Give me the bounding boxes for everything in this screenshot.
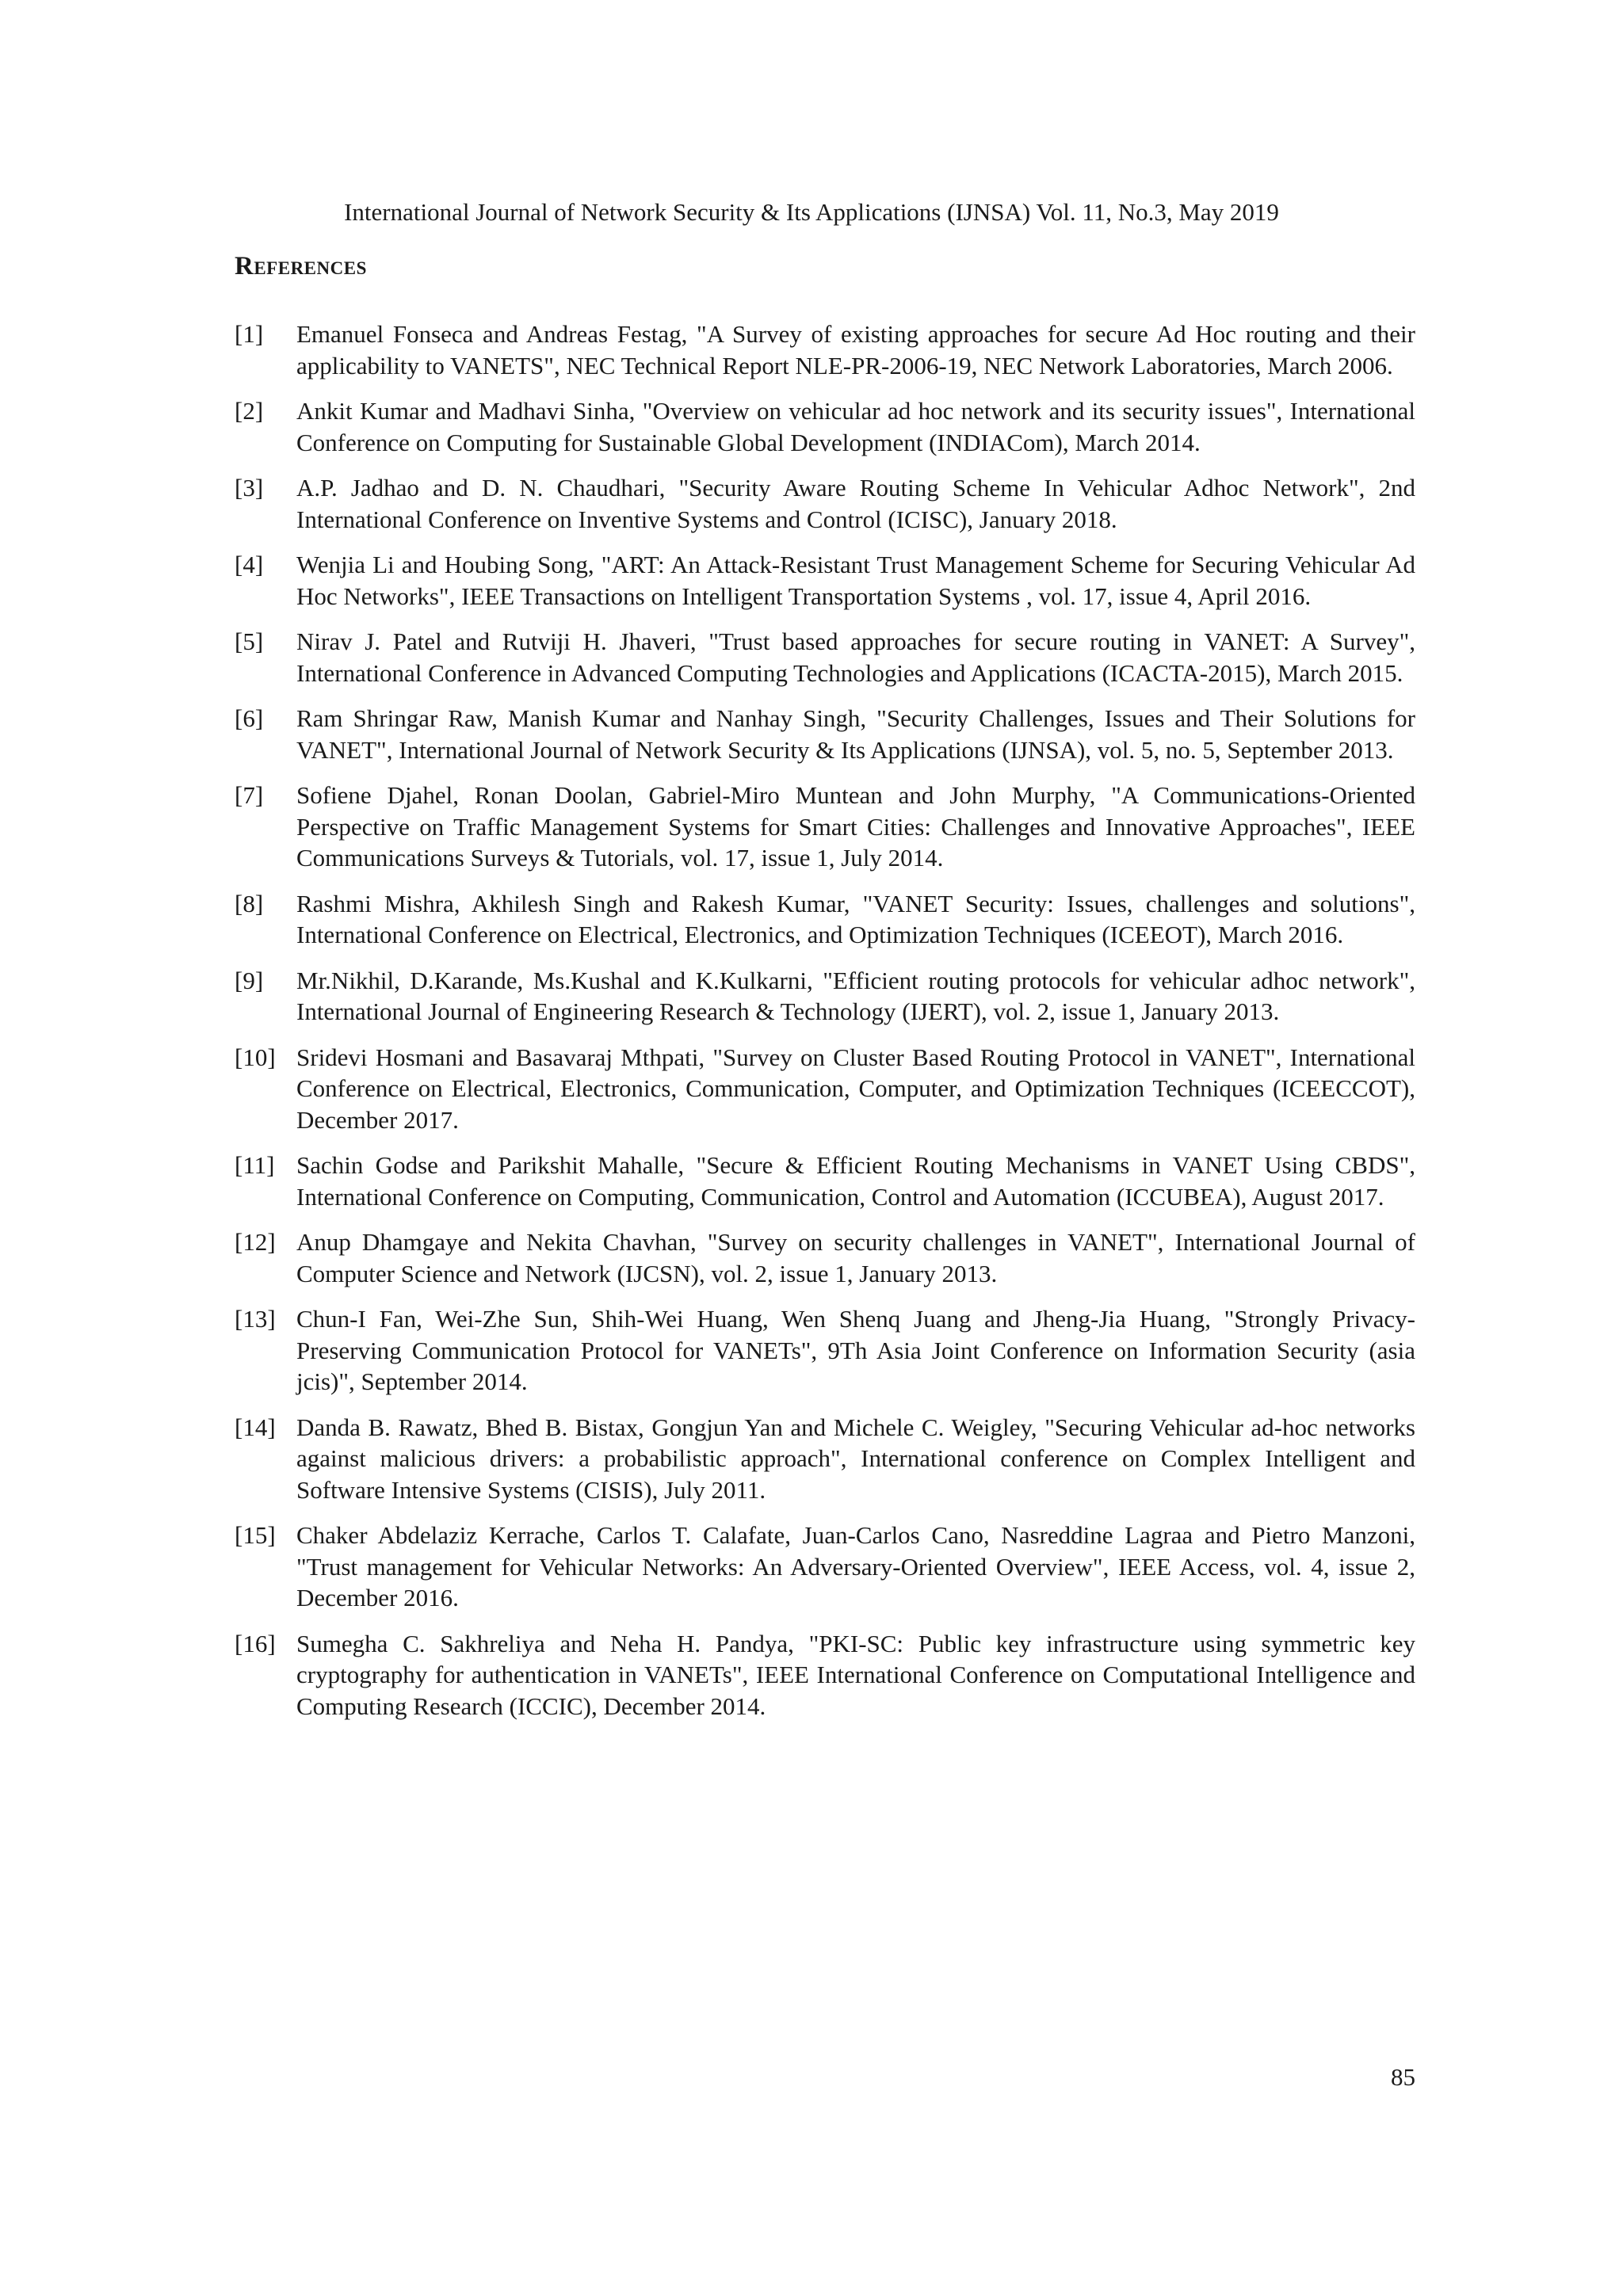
- reference-text: Chaker Abdelaziz Kerrache, Carlos T. Calafate, Juan-Carlos Cano, Nasreddine Lagraa and Pietro Manzoni, "Trust management for Vehicular Networks: An Adversary-Oriented Overview", IEEE Access, vol. 4, issue 2, December 2016.: [296, 1521, 1415, 1611]
- reference-text: Ankit Kumar and Madhavi Sinha, "Overview on vehicular ad hoc network and its security issues", International Conference on Computing for Sustainable Global Development (INDIACom), March 2014.: [296, 397, 1415, 456]
- reference-item-13: [235, 1303, 1415, 1398]
- reference-item-11: [235, 1150, 1415, 1212]
- running-header: International Journal of Network Security & Its Applications (IJNSA) Vol. 11, No.3, May 2019: [344, 198, 1279, 226]
- reference-text: Danda B. Rawatz, Bhed B. Bistax, Gongjun Yan and Michele C. Weigley, "Securing Vehicular ad-hoc networks against malicious drivers: a probabilistic approach", International conference on Complex Intelligent and Software Intensive Systems (CISIS), July 2011.: [296, 1413, 1415, 1504]
- reference-item-15: [235, 1520, 1415, 1614]
- reference-text: Sumegha C. Sakhreliya and Neha H. Pandya, "PKI-SC: Public key infrastructure using symmetric key cryptography for authentication in VANETs", IEEE International Conference on Computational Intelligence and Computing Research (ICCIC), December 2014.: [296, 1629, 1415, 1720]
- reference-text: Anup Dhamgaye and Nekita Chavhan, "Survey on security challenges in VANET", International Journal of Computer Science and Network (IJCSN), vol. 2, issue 1, January 2013.: [296, 1228, 1415, 1287]
- reference-number: [2]: [235, 397, 264, 425]
- reference-item-9: [235, 965, 1415, 1028]
- reference-text: A.P. Jadhao and D. N. Chaudhari, "Security Aware Routing Scheme In Vehicular Adhoc Network", 2nd International Conference on Inventive Systems and Control (ICISC), January 2018.: [296, 474, 1415, 533]
- reference-number: [13]: [235, 1305, 276, 1333]
- reference-number: [3]: [235, 474, 264, 502]
- reference-text: Sofiene Djahel, Ronan Doolan, Gabriel-Miro Muntean and John Murphy, "A Communications-Oriented Perspective on Traffic Management Systems for Smart Cities: Challenges and Innovative Approaches", IEEE Communications Surveys & Tutorials, vol. 17, issue 1, July 2014.: [296, 781, 1415, 871]
- reference-number: [4]: [235, 551, 264, 578]
- reference-text: Wenjia Li and Houbing Song, "ART: An Attack-Resistant Trust Management Scheme for Securing Vehicular Ad Hoc Networks", IEEE Transactions on Intelligent Transportation Systems , vol. 17, issue 4, April 2016.: [296, 551, 1415, 610]
- reference-item-14: [235, 1412, 1415, 1506]
- reference-item-7: [235, 780, 1415, 874]
- reference-number: [15]: [235, 1521, 276, 1549]
- reference-number: [1]: [235, 320, 264, 348]
- reference-text: Nirav J. Patel and Rutviji H. Jhaveri, "Trust based approaches for secure routing in VANET: A Survey", International Conference in Advanced Computing Technologies and Applications (ICACTA-2015), March 2015.: [296, 627, 1415, 687]
- reference-number: [11]: [235, 1151, 275, 1179]
- reference-text: Mr.Nikhil, D.Karande, Ms.Kushal and K.Kulkarni, "Efficient routing protocols for vehicular adhoc network", International Journal of Engineering Research & Technology (IJERT), vol. 2, issue 1, January 2013.: [296, 966, 1415, 1025]
- reference-text: Ram Shringar Raw, Manish Kumar and Nanhay Singh, "Security Challenges, Issues and Their Solutions for VANET", International Journal of Network Security & Its Applications (IJNSA), vol. 5, no. 5, September 2013.: [296, 704, 1415, 764]
- reference-number: [12]: [235, 1228, 276, 1256]
- reference-number: [6]: [235, 704, 264, 732]
- reference-list: [235, 318, 1415, 1736]
- reference-item-5: [235, 626, 1415, 688]
- reference-number: [10]: [235, 1043, 276, 1071]
- reference-item-4: [235, 549, 1415, 612]
- reference-number: [7]: [235, 781, 264, 809]
- reference-text: Chun-I Fan, Wei-Zhe Sun, Shih-Wei Huang, Wen Shenq Juang and Jheng-Jia Huang, "Strongly Privacy-Preserving Communication Protocol for VANETs", 9Th Asia Joint Conference on Information Security (asia jcis)", September 2014.: [296, 1305, 1415, 1395]
- references-heading: References: [235, 252, 367, 280]
- reference-number: [5]: [235, 627, 264, 655]
- reference-item-12: [235, 1226, 1415, 1289]
- reference-item-3: [235, 472, 1415, 535]
- reference-item-16: [235, 1628, 1415, 1722]
- reference-text: Rashmi Mishra, Akhilesh Singh and Rakesh Kumar, "VANET Security: Issues, challenges and solutions", International Conference on Electrical, Electronics, and Optimization Techniques (ICEEOT), March 2016.: [296, 889, 1415, 948]
- reference-text: Sridevi Hosmani and Basavaraj Mthpati, "Survey on Cluster Based Routing Protocol in VANET", International Conference on Electrical, Electronics, Communication, Computer, and Optimization Techniques (ICEECCOT), December 2017.: [296, 1043, 1415, 1134]
- page-number: 85: [1391, 2063, 1415, 2091]
- reference-number: [9]: [235, 966, 264, 994]
- reference-number: [14]: [235, 1413, 276, 1441]
- reference-item-10: [235, 1042, 1415, 1136]
- reference-number: [8]: [235, 889, 264, 917]
- reference-text: Sachin Godse and Parikshit Mahalle, "Secure & Efficient Routing Mechanisms in VANET Using CBDS", International Conference on Computing, Communication, Control and Automation (ICCUBEA), August 2017.: [296, 1151, 1415, 1211]
- reference-text: Emanuel Fonseca and Andreas Festag, "A Survey of existing approaches for secure Ad Hoc routing and their applicability to VANETS", NEC Technical Report NLE-PR-2006-19, NEC Network Laboratories, March 2006.: [296, 320, 1415, 379]
- reference-item-2: [235, 395, 1415, 458]
- reference-item-6: [235, 703, 1415, 765]
- reference-number: [16]: [235, 1629, 276, 1657]
- reference-item-8: [235, 888, 1415, 951]
- reference-item-1: [235, 318, 1415, 381]
